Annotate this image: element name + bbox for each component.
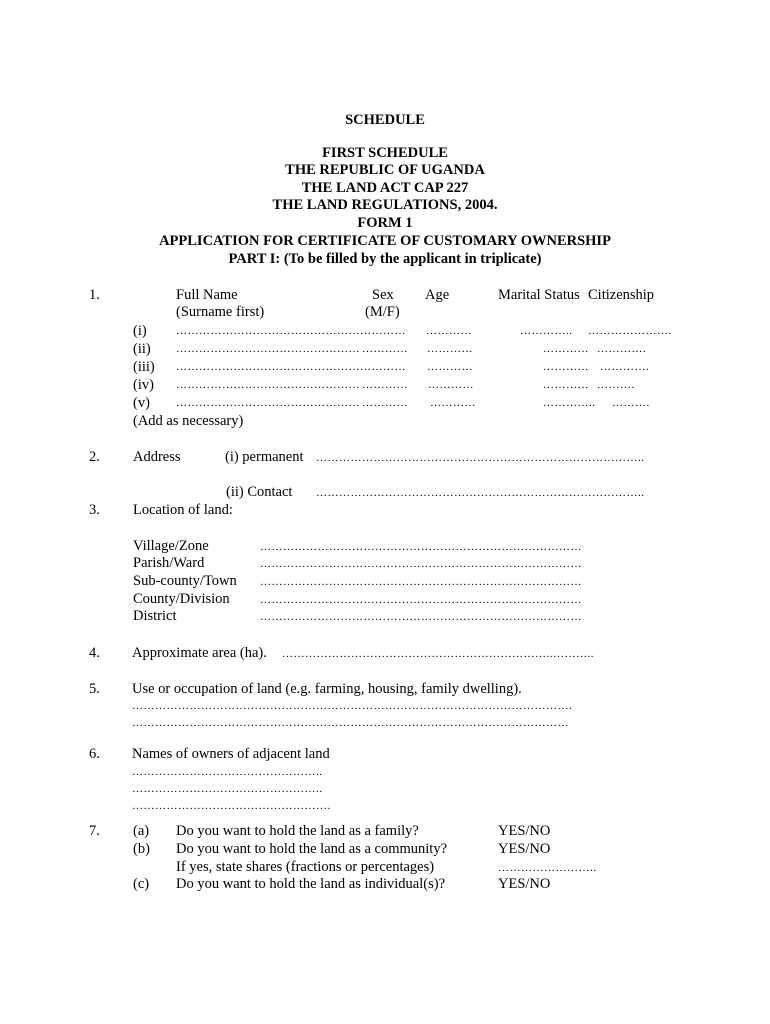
col-full-name-sub: (Surname first) xyxy=(176,304,265,320)
parish-ward-field: ………………………………………………………………………… xyxy=(260,558,582,570)
marital-field: ………… xyxy=(543,343,589,355)
row-label: (iii) xyxy=(133,359,155,375)
question-c-text: Do you want to hold the land as individual(s)? xyxy=(176,876,446,892)
marital-field: ………….. xyxy=(543,397,596,409)
question-c-label: (c) xyxy=(133,876,150,892)
district-field: ………………………………………………………………………… xyxy=(260,611,582,623)
land-use-field-line-2: …………………………………………………………………………………………………… xyxy=(132,717,569,729)
citizenship-field: …………. xyxy=(597,343,647,355)
name-field: ………………………………………… xyxy=(176,397,360,409)
col-sex-sub: (M/F) xyxy=(365,304,400,320)
question-b-shares-field: …………………….. xyxy=(498,862,597,874)
sex-field: ………… xyxy=(362,397,408,409)
citizenship-field: …………. xyxy=(600,361,650,373)
age-field: ………… xyxy=(430,397,476,409)
age-field: ………… xyxy=(427,343,473,355)
question-b-shares: If yes, state shares (fractions or percentages) xyxy=(176,859,435,875)
sex-field: ………… xyxy=(362,343,408,355)
citizenship-field: ………. xyxy=(597,379,635,391)
marital-field: ………… xyxy=(543,379,589,391)
sub-county-label: Sub-county/Town xyxy=(133,573,237,589)
sub-county-field: ………………………………………………………………………… xyxy=(260,576,582,588)
section-2-number: 2. xyxy=(89,449,100,465)
republic-heading: THE REPUBLIC OF UGANDA xyxy=(285,162,485,178)
contact-address-field: ………………………………………………………………………….. xyxy=(316,487,645,499)
question-a-answer: YES/NO xyxy=(498,823,551,839)
county-division-label: County/Division xyxy=(133,591,230,607)
col-citizenship: Citizenship xyxy=(588,287,655,303)
regulations-heading: THE LAND REGULATIONS, 2004. xyxy=(272,197,498,213)
permanent-address-label: (i) permanent xyxy=(225,449,304,465)
approximate-area-label: Approximate area (ha). xyxy=(132,645,267,661)
form-heading: FORM 1 xyxy=(357,215,413,231)
county-division-field: ………………………………………………………………………… xyxy=(260,594,582,606)
sex-field: ………… xyxy=(360,361,406,373)
schedule-heading: SCHEDULE xyxy=(345,112,425,128)
adjacent-owners-line-2: ………………………………………….. xyxy=(132,783,323,795)
col-full-name: Full Name xyxy=(176,287,238,303)
row-label: (i) xyxy=(133,323,147,339)
section-3-number: 3. xyxy=(89,502,100,518)
row-label: (ii) xyxy=(133,341,151,357)
citizenship-field: …………………. xyxy=(588,325,672,337)
name-field: ………………………………………… xyxy=(176,379,360,391)
sex-field: ………… xyxy=(360,325,406,337)
col-marital-status: Marital Status xyxy=(498,287,580,303)
question-c-answer: YES/NO xyxy=(498,876,551,892)
section-1-number: 1. xyxy=(89,287,100,303)
district-label: District xyxy=(133,608,177,624)
adjacent-owners-line-3: ……………………………………………. xyxy=(132,800,331,812)
land-use-field-line-1: ……………………………………………………………………………………………………. xyxy=(132,700,573,712)
adjacent-owners-label: Names of owners of adjacent land xyxy=(132,746,330,762)
part-heading: PART I: (To be filled by the applicant in triplicate) xyxy=(228,251,542,267)
row-label: (iv) xyxy=(133,377,154,393)
name-field: ………………………………………… xyxy=(176,361,360,373)
section-7-number: 7. xyxy=(89,823,100,839)
age-field: ………… xyxy=(427,361,473,373)
contact-address-label: (ii) Contact xyxy=(226,484,293,500)
col-sex: Sex xyxy=(372,287,394,303)
section-4-number: 4. xyxy=(89,645,100,661)
parish-ward-label: Parish/Ward xyxy=(133,555,205,571)
name-field: ………………………………………… xyxy=(176,325,360,337)
question-a-text: Do you want to hold the land as a family? xyxy=(176,823,419,839)
add-as-necessary-note: (Add as necessary) xyxy=(133,413,244,429)
section-5-number: 5. xyxy=(89,681,100,697)
question-b-answer: YES/NO xyxy=(498,841,551,857)
village-zone-label: Village/Zone xyxy=(133,538,209,554)
land-act-heading: THE LAND ACT CAP 227 xyxy=(301,180,469,196)
age-field: ………… xyxy=(428,379,474,391)
question-b-label: (b) xyxy=(133,841,150,857)
marital-field: ………….. xyxy=(520,325,573,337)
question-b-text: Do you want to hold the land as a community? xyxy=(176,841,448,857)
citizenship-field: ………. xyxy=(612,397,650,409)
question-a-label: (a) xyxy=(133,823,150,839)
age-field: ………… xyxy=(426,325,472,337)
marital-field: ………… xyxy=(543,361,589,373)
address-label: Address xyxy=(133,449,181,465)
first-schedule-heading: FIRST SCHEDULE xyxy=(322,145,448,161)
sex-field: ………… xyxy=(362,379,408,391)
name-field: ………………………………………… xyxy=(176,343,360,355)
village-zone-field: ………………………………………………………………………… xyxy=(260,541,582,553)
land-use-label: Use or occupation of land (e.g. farming, housing, family dwelling). xyxy=(132,681,522,697)
location-of-land-label: Location of land: xyxy=(133,502,233,518)
approximate-area-field: ……………………………………………………………..……….. xyxy=(282,648,594,660)
permanent-address-field: ………………………………………………………………………….. xyxy=(316,452,645,464)
application-heading: APPLICATION FOR CERTIFICATE OF CUSTOMARY OWNERSHIP xyxy=(159,233,611,249)
adjacent-owners-line-1: ………………………………………….. xyxy=(132,766,323,778)
col-age: Age xyxy=(425,287,450,303)
section-6-number: 6. xyxy=(89,746,100,762)
row-label: (v) xyxy=(133,395,150,411)
